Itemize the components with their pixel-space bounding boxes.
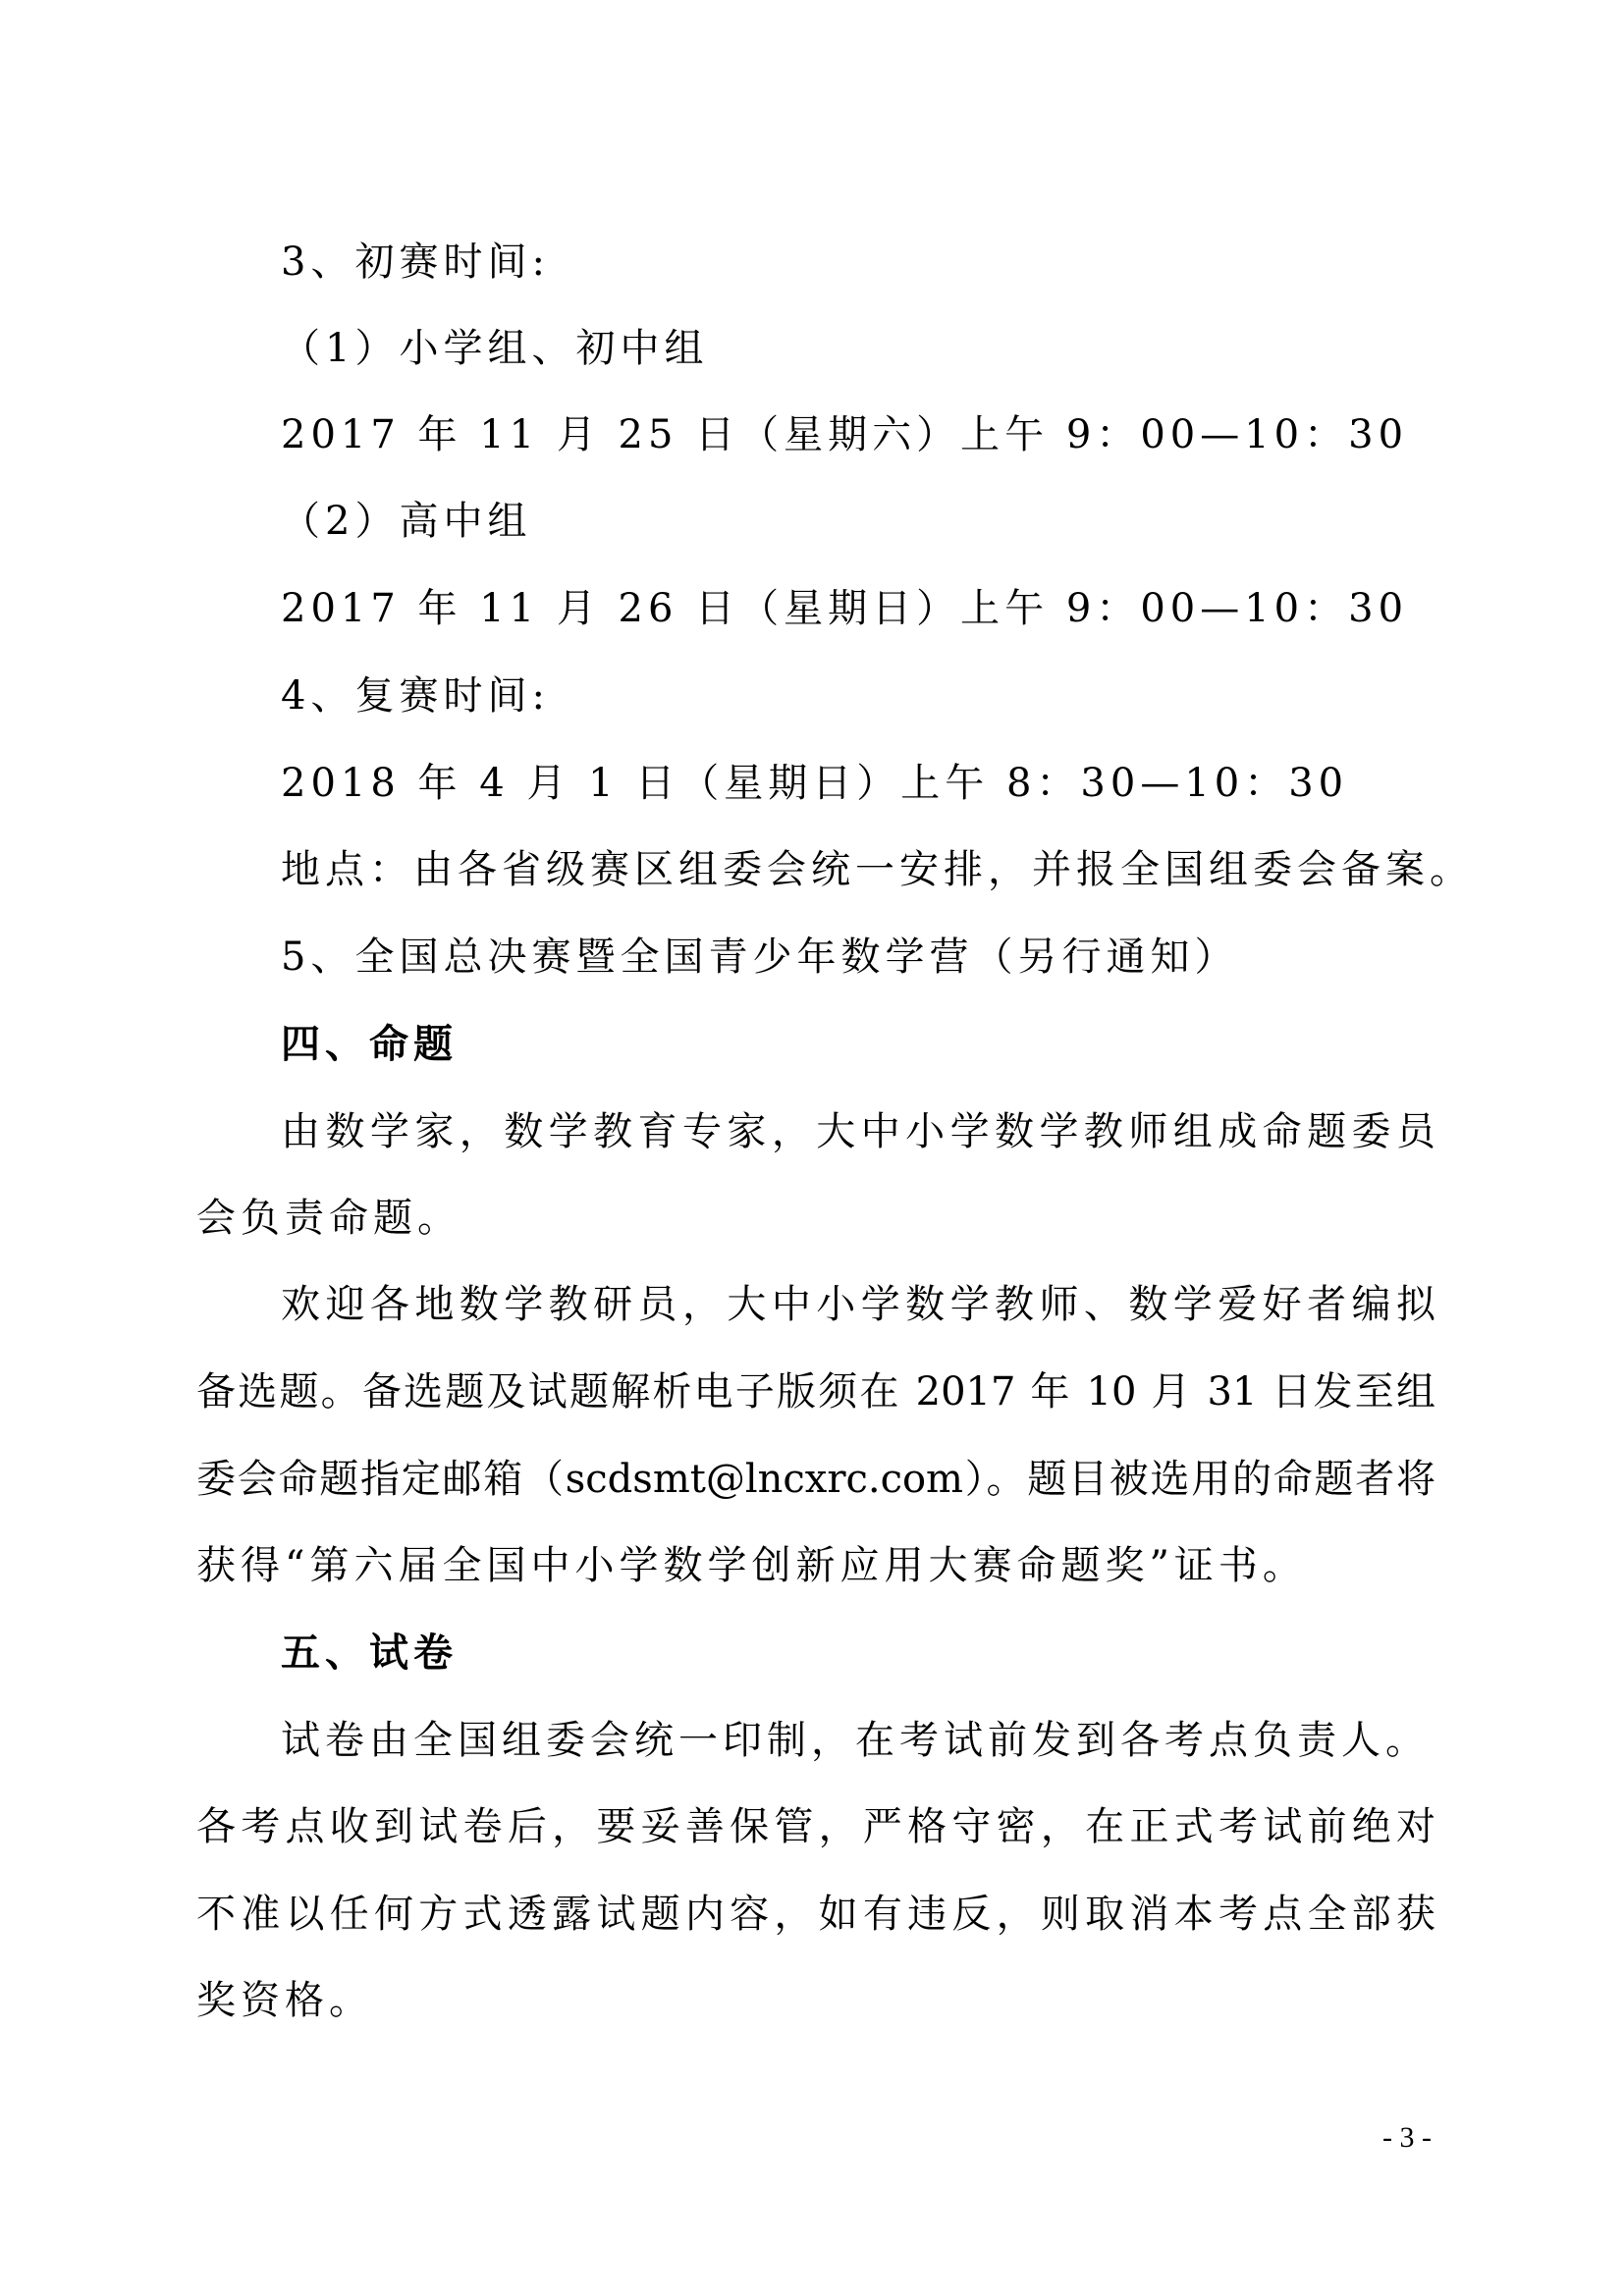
venue-text: 地点：由各省级赛区组委会统一安排，并报全国组委会备案。 (281, 847, 1474, 892)
finals-text: 5、全国总决赛暨全国青少年数学营（另行通知） (281, 934, 1239, 980)
section5-heading: 五、试卷 (281, 1629, 458, 1676)
group1-time: 2017 年 11 月 25 日（星期六）上午 9：00—10：30 (281, 412, 1409, 457)
semifinal-time: 2018 年 4 月 1 日（星期日）上午 8：30—10：30 (281, 761, 1349, 806)
group1-label: （1）小学组、初中组 (281, 326, 709, 371)
section4-para2-line1: 欢迎各地数学教研员，大中小学数学教师、数学爱好者编拟 (281, 1282, 1435, 1327)
section5-para-line3: 不准以任何方式透露试题内容，如有违反，则取消本考点全部获 (196, 1892, 1435, 1937)
group2-label: （2）高中组 (281, 499, 532, 544)
section4-para1-line2: 会负责命题。 (196, 1196, 461, 1241)
section4-para2-line2: 备选题。备选题及试题解析电子版须在 2017 年 10 月 31 日发至组 (196, 1369, 1435, 1415)
section4-para1-line1: 由数学家，数学教育专家，大中小学数学教师组成命题委员 (281, 1109, 1435, 1154)
prelim-heading: 3、初赛时间: (281, 240, 550, 285)
section4-heading: 四、命题 (281, 1021, 458, 1067)
section5-para-line2: 各考点收到试卷后，要妥善保管，严格守密，在正式考试前绝对 (196, 1804, 1435, 1849)
section5-para-line4: 奖资格。 (196, 1978, 373, 2023)
semifinal-heading: 4、复赛时间: (281, 673, 550, 719)
section4-para2-line3: 委会命题指定邮箱（scdsmt@lncxrc.com）。题目被选用的命题者将 (196, 1457, 1435, 1502)
page-number: - 3 - (1382, 2121, 1432, 2154)
group2-time: 2017 年 11 月 26 日（星期日）上午 9：00—10：30 (281, 586, 1409, 631)
section5-para-line1: 试卷由全国组委会统一印制，在考试前发到各考点负责人。 (281, 1718, 1430, 1763)
section4-para2-line4: 获得“第六届全国中小学数学创新应用大赛命题奖”证书。 (196, 1543, 1307, 1588)
